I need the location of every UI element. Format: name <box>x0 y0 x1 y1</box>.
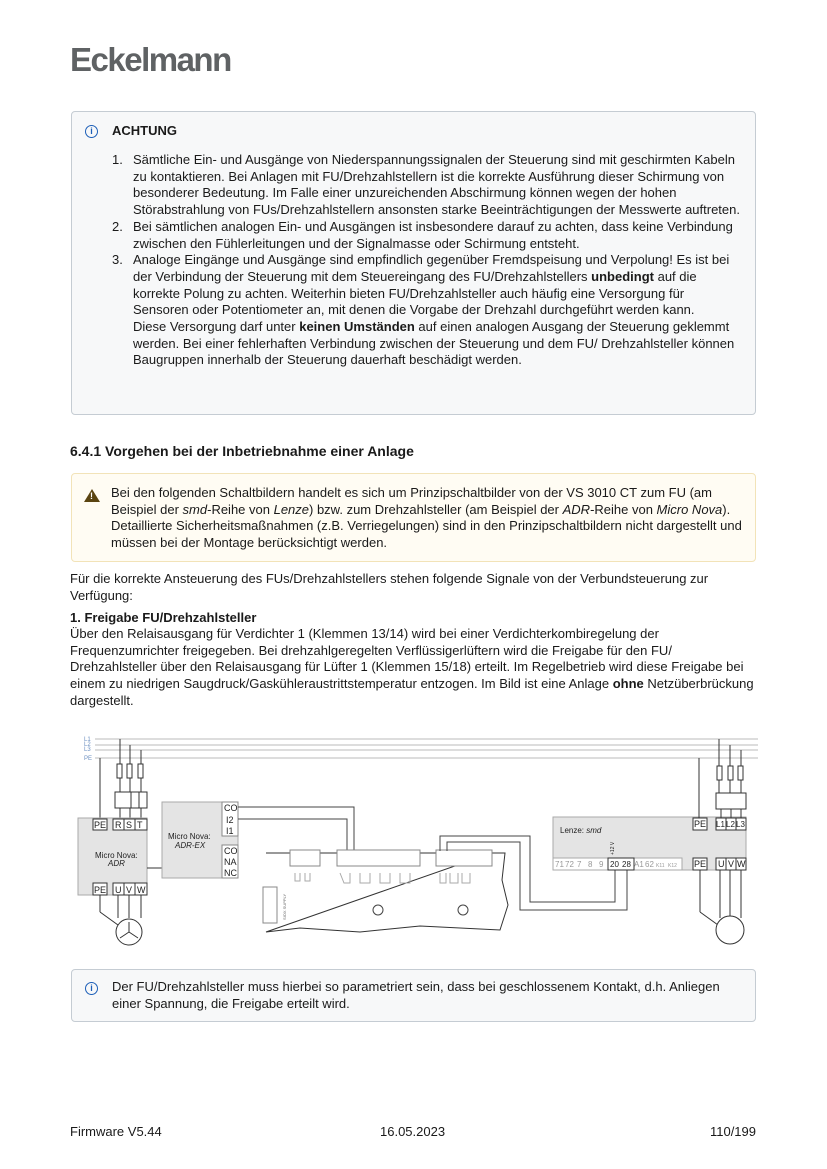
terminal-label: 9 <box>599 860 604 869</box>
terminal-label: 62 <box>645 860 654 869</box>
line-label: L1 <box>84 737 91 743</box>
terminal-label: PE <box>94 885 107 895</box>
terminal-label: 8 <box>588 860 593 869</box>
device-model: ADR <box>108 859 125 868</box>
list-text: auf die korrekte Polung zu achten. Weiterhin bieten FU/Drehzahlsteller auch häufig eine Versorgung für Sensoren oder Potentiometer an, mit denen die Vorgabe der Drehzahl durchgeführt werden kann. <box>133 268 697 318</box>
terminal-label: CO <box>224 803 238 813</box>
terminal-label: L1 <box>716 820 725 829</box>
text: smd <box>182 501 208 517</box>
terminal-label: I2 <box>226 815 234 825</box>
terminal-label: K12 <box>668 863 677 869</box>
text: ). Detaillierte Sicherheitsmaßnahmen (z.B. Verriegelungen) sind in den Prinzipschaltbildern nicht dargestellt und müssen bei der Montage berücksichtigt werden. <box>111 501 742 551</box>
eckelmann-logo: Eckelmann <box>70 41 231 78</box>
list-text: Bei sämtlichen analogen Ein- und Ausgängen ist insbesondere darauf zu achten, dass keine Verbindung zwischen den Fühlerleitungen und der Signalmasse oder Schirmung entsteht. <box>133 218 733 251</box>
right-motor <box>700 870 744 944</box>
left-fuses <box>100 739 147 819</box>
siox-label: SIOX SUPPLY <box>282 893 287 920</box>
info-icon: i <box>85 125 98 138</box>
list-number: 3. <box>112 252 123 268</box>
section-heading: 6.4.1 Vorgehen bei der Inbetriebnahme einer Anlage <box>70 443 414 459</box>
line-label: L2 <box>84 742 91 748</box>
terminal-label: L2 <box>726 820 735 829</box>
controller-terminals <box>263 850 492 923</box>
terminal-label: V <box>126 885 133 895</box>
terminal-label: U <box>718 859 725 869</box>
terminal-label: U <box>115 885 122 895</box>
intro-paragraph: Für die korrekte Ansteuerung des FUs/Drehzahlstellers stehen folgende Signale von der Verbundsteuerung zur Verfügung: <box>70 571 709 603</box>
text: Lenze <box>273 501 310 517</box>
device-title: Micro Nova: <box>95 851 138 860</box>
voltage-label: +12 V <box>610 841 616 855</box>
terminal-label: 72 <box>565 860 574 869</box>
line-label: L3 <box>84 747 91 753</box>
list-number: 2. <box>112 218 123 234</box>
terminal-label: 71 <box>555 860 564 869</box>
warning-icon: ! <box>84 489 100 502</box>
list-text: Analoge Eingänge und Ausgänge sind empfindlich gegenüber Fremdspeisung und Verpolung! Es ist bei der Verbindung der Steuerung mit dem Steuereingang des FU/Drehzahlstellers <box>133 252 730 284</box>
emphasis: keinen Umständen <box>299 319 415 335</box>
terminal-label: 28 <box>622 860 631 869</box>
terminal-label: PE <box>94 820 107 830</box>
info-notice <box>71 969 756 1022</box>
emphasis: ohne <box>612 676 644 692</box>
text: Über den Relaisausgang für Verdichter 1 (Klemmen 13/14) wird bei einer Verdichterkombiregelung der Frequenzumrichter freigegeben. Bei drehzahlgeregelten Verflüssigerlüftern wird die Freigabe für den FU/ Drehzahlsteller über den Relaisausgang für Lüfter 1 (Klemmen 15/18) erteilt. Im Regelbetrieb wird diese Freigabe bei einem zu niedrigen Saugdruck/Gaskühleraustrittstemperatur entzogen. Im Bild ist eine Anlage <box>70 626 744 692</box>
terminal-label: PE <box>694 859 707 869</box>
device-title: Lenze: smd <box>560 826 602 835</box>
terminal-label: V <box>728 859 735 869</box>
terminal-label: T <box>137 820 143 830</box>
text: -Reihe von <box>207 501 274 517</box>
terminal-label: L3 <box>736 820 745 829</box>
info-icon: i <box>85 982 98 995</box>
notice-title: ACHTUNG <box>112 123 177 138</box>
footer-firmware: Firmware V5.44 <box>70 1124 162 1139</box>
text: Netzüberbrückung dargestellt. <box>70 676 754 708</box>
terminal-label: I1 <box>226 826 234 836</box>
footer-page: 110/199 <box>709 1124 756 1139</box>
emphasis: unbedingt <box>591 268 654 284</box>
section1-title: 1. Freigabe FU/Drehzahlsteller <box>70 610 257 625</box>
list-text: Diese Versorgung darf unter <box>133 319 300 335</box>
terminal-label: A1 <box>634 860 644 869</box>
terminal-label: S <box>126 820 133 830</box>
text: -Reihe von <box>590 501 657 517</box>
terminal-label: W <box>737 859 746 869</box>
footer-date: 16.05.2023 <box>380 1124 446 1139</box>
left-motor <box>100 895 142 945</box>
device-model: ADR-EX <box>175 841 206 850</box>
terminal-label: NA <box>224 857 237 867</box>
text: ADR <box>562 501 591 517</box>
terminal-label: W <box>137 885 146 895</box>
text: Bei den folgenden Schaltbildern handelt es sich um Prinzipschaltbilder von der VS 3010 CT zum FU (am Beispiel der <box>111 485 712 517</box>
terminal-label: K11 <box>656 863 665 869</box>
device-title: Micro Nova: <box>168 832 211 841</box>
terminal-label: NC <box>224 868 237 878</box>
terminal-label: 20 <box>610 860 619 869</box>
text: ) bzw. zum Drehzahlsteller (am Beispiel der <box>309 501 563 517</box>
list-number: 1. <box>112 152 123 167</box>
right-fuses <box>699 739 746 818</box>
terminal-label: PE <box>694 819 707 829</box>
terminal-label: CO <box>224 846 238 856</box>
list-text: auf einen analogen Ausgang der Steuerung geklemmt werden. Bei einer fehlerhaften Verbindung zwischen der Steuerung und dem FU/ Drehzahlsteller können Baugruppen innerhalb der Steuerung dauerhaft beschädigt werden. <box>133 319 735 368</box>
list-text: Sämtliche Ein- und Ausgänge von Niederspannungssignalen der Steuerung sind mit geschirmten Kabeln zu kontaktieren. Bei Anlagen mit FU/Drehzahlstellern ist die korrekte Ausführung dieser Schirmung von besonderer Bedeutung. Im Falle einer unzureichenden Abschirmung können wegen der hohen Störabstrahlung von FUs/Drehzahlstellern ansonsten starke Beeinträchtigungen der Messwerte auftreten. <box>133 152 740 218</box>
text: Micro Nova <box>656 501 723 517</box>
terminal-label: 7 <box>577 860 582 869</box>
line-label: PE <box>84 756 93 762</box>
info-text: Der FU/Drehzahlsteller muss hierbei so parametriert sein, dass bei geschlossenem Kontakt, d.h. Anliegen einer Spannung, die Freigabe erteilt wird. <box>112 979 720 1011</box>
terminal-label: R <box>115 820 122 830</box>
